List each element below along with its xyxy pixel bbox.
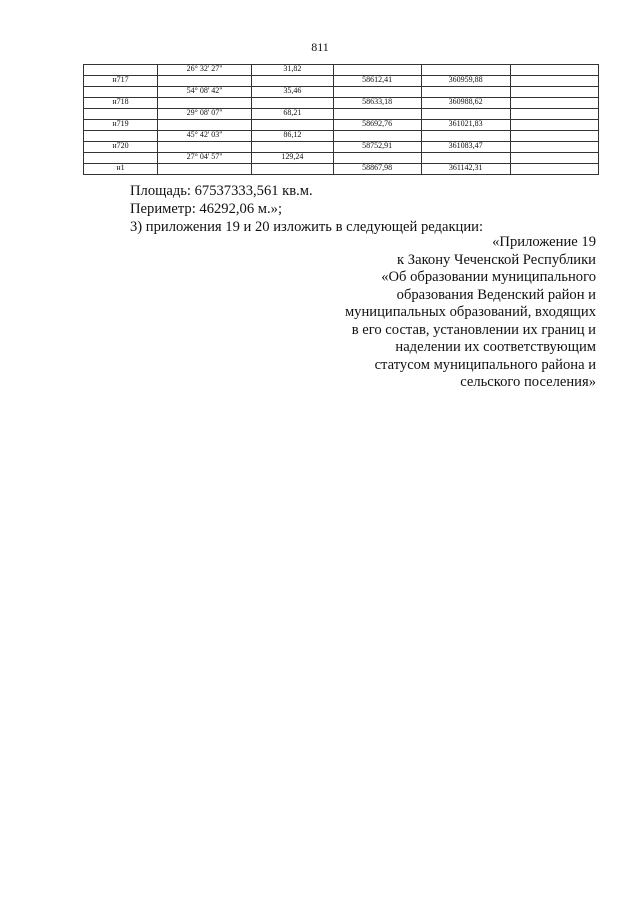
table-cell (333, 153, 421, 164)
table-cell (510, 109, 598, 120)
table-cell: 27° 04' 57" (158, 153, 252, 164)
table-cell (421, 131, 510, 142)
table-cell: 58692,76 (333, 120, 421, 131)
table-cell (252, 98, 334, 109)
table-row (84, 164, 599, 175)
appendix-heading-line: сельского поселения» (460, 374, 596, 390)
table-cell: 35,46 (252, 87, 334, 98)
table-cell (510, 164, 598, 175)
table-cell (252, 76, 334, 87)
table-cell: н717 (84, 76, 158, 87)
table-cell: н1 (84, 164, 158, 175)
table-cell (510, 153, 598, 164)
table-cell (510, 98, 598, 109)
table-cell (510, 120, 598, 131)
table-cell (510, 131, 598, 142)
table-cell (421, 153, 510, 164)
table-row (84, 109, 599, 120)
coordinates-table-body (84, 65, 599, 175)
table-cell (158, 142, 252, 153)
table-cell (510, 65, 598, 76)
table-cell: 361083,47 (421, 142, 510, 153)
table-cell: 58752,91 (333, 142, 421, 153)
appendix-heading-line: в его состав, установлении их границ и (351, 321, 596, 338)
table-cell: 360959,88 (421, 76, 510, 87)
table-cell: 29° 08' 07" (158, 109, 252, 120)
table-cell: 54° 08' 42" (158, 87, 252, 98)
table-cell: 26° 32' 27" (158, 65, 252, 76)
table-cell: 31,82 (252, 65, 334, 76)
table-cell: 86,12 (252, 131, 334, 142)
appendix-heading-line: статусом муниципального района и (374, 356, 596, 373)
table-cell (158, 76, 252, 87)
table-cell: 361142,31 (421, 164, 510, 175)
table-cell (333, 65, 421, 76)
table-cell (252, 164, 334, 175)
table-row (84, 65, 599, 76)
page-number: 811 (311, 40, 329, 54)
table-cell (252, 120, 334, 131)
table-cell: н718 (84, 98, 158, 109)
amendment-item-text: 3) приложения 19 и 20 изложить в следующей редакции: (130, 219, 484, 235)
table-cell (84, 87, 158, 98)
table-row (84, 131, 599, 142)
table-cell (333, 109, 421, 120)
table-cell (421, 87, 510, 98)
table-cell (421, 109, 510, 120)
table-cell (84, 65, 158, 76)
appendix-heading-line: «Об образовании муниципального (381, 269, 596, 285)
table-cell: 68,21 (252, 109, 334, 120)
table-cell (158, 98, 252, 109)
table-cell: 45° 42' 03" (158, 131, 252, 142)
table-row (84, 142, 599, 153)
table-cell (84, 109, 158, 120)
appendix-heading-line: «Приложение 19 (492, 234, 596, 250)
table-row (84, 153, 599, 164)
table-cell (84, 153, 158, 164)
appendix-heading-line: к Закону Чеченской Республики (397, 251, 596, 268)
table-cell (510, 76, 598, 87)
table-cell (421, 65, 510, 76)
table-cell (510, 87, 598, 98)
table-cell (158, 164, 252, 175)
perimeter-text: Периметр: 46292,06 м.»; (130, 201, 283, 217)
table-cell (84, 131, 158, 142)
table-row (84, 87, 599, 98)
table-cell (333, 131, 421, 142)
table-cell (333, 87, 421, 98)
table-cell: н719 (84, 120, 158, 131)
table-row (84, 120, 599, 131)
table-cell (510, 142, 598, 153)
appendix-heading-line: муниципальных образований, входящих (344, 304, 596, 320)
table-cell: 361021,83 (421, 120, 510, 131)
appendix-heading (345, 234, 596, 392)
table-cell (252, 142, 334, 153)
table-cell: 58633,18 (333, 98, 421, 109)
area-text: Площадь: 67537333,561 кв.м. (130, 183, 313, 199)
table-cell: 58867,98 (333, 164, 421, 175)
table-cell: н720 (84, 142, 158, 153)
appendix-heading-line: образования Веденский район и (396, 286, 596, 303)
table-cell: 129,24 (252, 153, 334, 164)
table-cell: 360988,62 (421, 98, 510, 109)
table-cell (158, 120, 252, 131)
table-row (84, 98, 599, 109)
appendix-heading-line: наделении их соответствующим (395, 339, 596, 355)
coordinates-table (83, 64, 599, 175)
table-row (84, 76, 599, 87)
table-cell: 58612,41 (333, 76, 421, 87)
